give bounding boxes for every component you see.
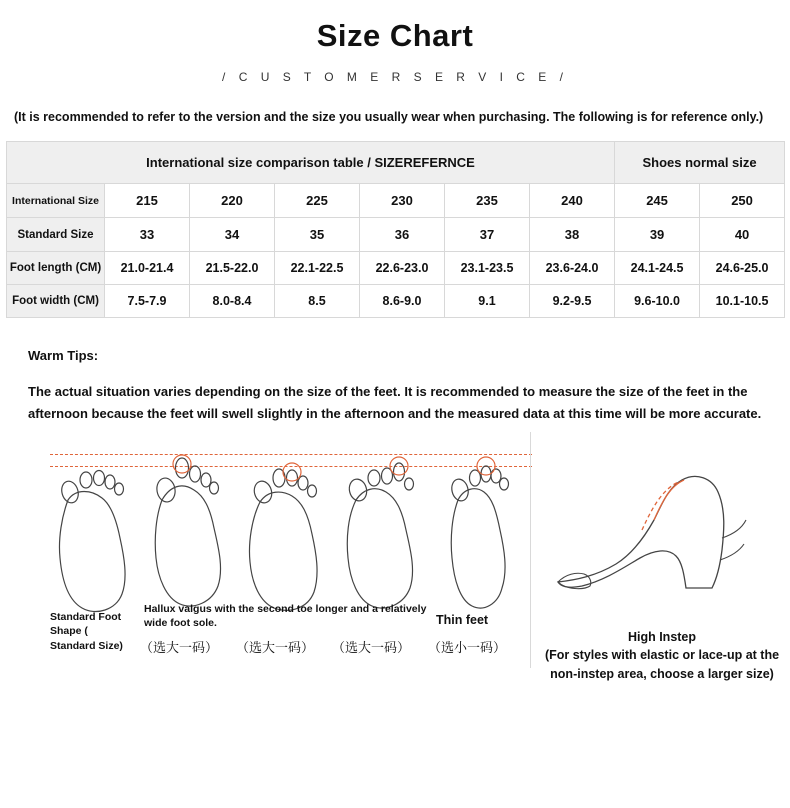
cell: 8.6-9.0 [360,285,445,318]
row-label-foot-width: Foot width (CM) [7,285,105,318]
cell: 34 [190,218,275,252]
foot-long-toe-icon [336,452,428,612]
table-row [7,285,785,318]
cell: 10.1-10.5 [700,285,785,318]
cell: 35 [275,218,360,252]
cell: 9.6-10.0 [615,285,700,318]
cell: 245 [615,184,700,218]
cell: 23.1-23.5 [445,252,530,285]
size-chart-page [0,18,790,808]
cell: 8.0-8.4 [190,285,275,318]
foot-cn-caption-3: （选大一码） [236,640,315,656]
table-header-right: Shoes normal size [615,142,785,184]
foot-standard [48,456,140,616]
row-label-foot-length: Foot length (CM) [7,252,105,285]
table-row [7,218,785,252]
row-label-international-size: International Size [7,184,105,218]
cell: 37 [445,218,530,252]
cell: 33 [105,218,190,252]
cell: 24.1-24.5 [615,252,700,285]
cell: 21.0-21.4 [105,252,190,285]
table-header-left: International size comparison table / SIZEREFERNCE [7,142,615,184]
foot-hallux-valgus-icon [144,450,236,610]
size-comparison-table [6,141,785,318]
cell: 36 [360,218,445,252]
foot-wide-sole [240,456,332,616]
cell: 9.1 [445,285,530,318]
foot-thin [432,452,524,612]
foot-cn-caption-2: （选大一码） [140,640,219,656]
cell: 22.1-22.5 [275,252,360,285]
foot-caption-standard: Standard Foot Shape ( Standard Size) [50,611,123,652]
cell: 235 [445,184,530,218]
high-instep-caption [536,628,788,682]
foot-long-toe [336,452,428,612]
cell: 8.5 [275,285,360,318]
cell: 39 [615,218,700,252]
table-header-row [7,142,785,184]
foot-thin-icon [432,452,524,612]
cell: 21.5-22.0 [190,252,275,285]
table-row [7,252,785,285]
cell: 9.2-9.5 [530,285,615,318]
cell: 215 [105,184,190,218]
row-label-standard-size: Standard Size [7,218,105,252]
cell: 23.6-24.0 [530,252,615,285]
cell: 240 [530,184,615,218]
cell: 250 [700,184,785,218]
cell: 220 [190,184,275,218]
page-title: Size Chart [316,18,474,53]
foot-hallux-valgus [144,450,236,610]
foot-wide-sole-icon [240,456,332,616]
warm-tips-body: The actual situation varies depending on the size of the feet. It is recommended to measure the size of the feet in the afternoon because the feet will swell slightly in the afternoon and the measured data at this time will be more accurate. [28,384,762,421]
cell: 225 [275,184,360,218]
foot-figures [0,442,790,692]
cell: 38 [530,218,615,252]
figures-divider [530,432,531,668]
high-instep-icon [536,434,786,634]
cell: 24.6-25.0 [700,252,785,285]
cell: 22.6-23.0 [360,252,445,285]
cell: 230 [360,184,445,218]
foot-standard-icon [48,456,140,616]
high-instep-title: High Instep [627,630,697,645]
foot-caption-hallux-valgus: Hallux valgus with the second toe longer and a relatively wide foot sole. [144,603,427,630]
foot-cn-caption-5: （选小一码） [428,640,507,656]
high-instep-note: (For styles with elastic or lace-up at the non-instep area, choose a larger size) [544,648,780,681]
cell: 7.5-7.9 [105,285,190,318]
foot-caption-thin: Thin feet [436,613,489,628]
purchase-note: (It is recommended to refer to the version and the size you usually wear when purchasing. The following is for reference only.) [14,110,764,124]
cell: 40 [700,218,785,252]
warm-tips-title: Warm Tips: [28,348,99,364]
table-row [7,184,785,218]
foot-cn-caption-4: （选大一码） [332,640,411,656]
page-subtitle: / C U S T O M E R S E R V I C E / [222,70,568,84]
